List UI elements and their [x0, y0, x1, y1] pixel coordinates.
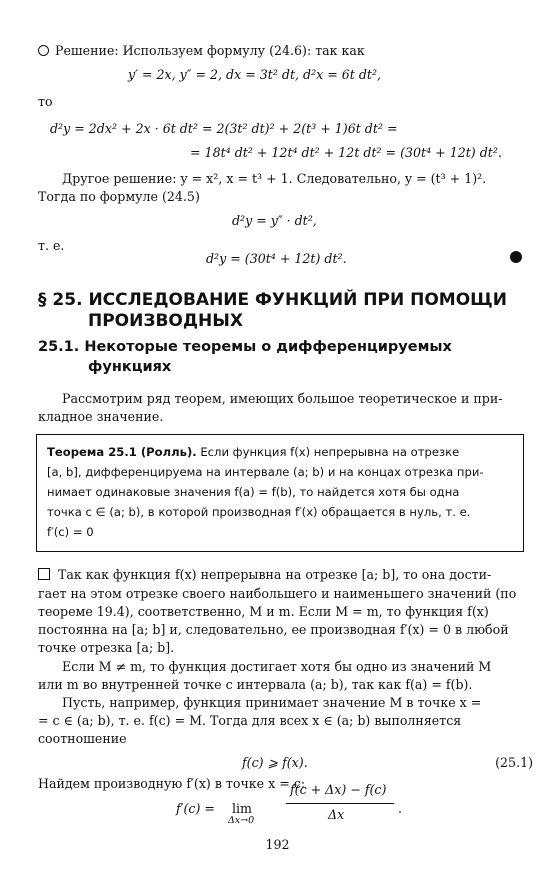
limit-lim: lim: [232, 801, 252, 816]
theorem-line2: [a, b], дифференцируема на интервале (a; b) и на концах отрезка при-: [47, 465, 484, 479]
proof-line10: соотношение: [38, 731, 127, 746]
word-to: то: [38, 94, 53, 109]
proof-line8: Пусть, например, функция принимает значение M в точке x =: [62, 695, 482, 710]
theorem-line1: Теорема 25.1 (Ролль). Если функция f(x) непрерывна на отрезке: [47, 445, 460, 459]
proof-line4: постоянна на [a; b] и, следовательно, ее производная f′(x) = 0 в любой: [38, 622, 509, 637]
d2y-result: d²y = (30t⁴ + 12t) dt².: [206, 251, 347, 266]
word-te: т. е.: [38, 238, 65, 253]
equation-number: (25.1): [495, 755, 533, 770]
intro-paragraph-line1: Рассмотрим ряд теорем, имеющих большое теоретическое и при-: [62, 391, 503, 406]
theorem-title: Теорема 25.1 (Ролль).: [47, 445, 197, 459]
proof-line6: Если M ≠ m, то функция достигает хотя бы одно из значений M: [62, 659, 492, 674]
inequality-25-1: f(c) ⩾ f(x).: [242, 755, 308, 770]
d2y-equation-line1: d²y = 2dx² + 2x · 6t dt² = 2(3t² dt)² + 2(t³ + 1)6t dt² =: [50, 121, 398, 136]
d2y-formula: d²y = y″ · dt²,: [232, 213, 317, 228]
limit-denominator: Δx: [328, 807, 345, 822]
proof-line1: Так как функция f(x) непрерывна на отрезке [a; b], то она дости-: [38, 566, 491, 583]
fraction-bar: [286, 803, 394, 804]
subsection-title-line2: функциях: [88, 359, 172, 375]
limit-numerator: f(c + Δx) − f(c): [290, 782, 387, 797]
theorem-line3: нимает одинаковые значения f(a) = f(b), то найдется хотя бы одна: [47, 485, 460, 499]
other-solution-line1: Другое решение: y = x², x = t³ + 1. Следовательно, y = (t³ + 1)².: [62, 171, 487, 186]
page-number: 192: [265, 837, 290, 852]
theorem-line5: f′(c) = 0: [47, 525, 94, 539]
limit-lhs: f′(c) =: [176, 801, 215, 816]
subsection-title-line1: 25.1. Некоторые теоремы о дифференцируемых: [38, 339, 452, 355]
proof-line3: теореме 19.4), соответственно, M и m. Если M = m, то функция f(x): [38, 604, 489, 619]
proof-line7: или m во внутренней точке c интервала (a; b), так как f(a) = f(b).: [38, 677, 473, 692]
open-circle-icon: [38, 45, 49, 56]
proof-line2: гает на этом отрезке своего наибольшего и наименьшего значений (по: [38, 586, 517, 601]
proof-line5: точке отрезка [a; b].: [38, 640, 175, 655]
limit-subscript: Δx→0: [228, 815, 255, 826]
d2y-equation-line2: = 18t⁴ dt² + 12t⁴ dt² + 12t dt² = (30t⁴ + 12t) dt².: [190, 145, 502, 160]
section-title-line1: § 25. ИССЛЕДОВАНИЕ ФУНКЦИЙ ПРИ ПОМОЩИ: [38, 290, 507, 310]
limit-period: .: [398, 801, 403, 816]
find-derivative-line: Найдем производную f′(x) в точке x = c:: [38, 776, 306, 791]
derivatives-line: y′ = 2x, y″ = 2, dx = 3t² dt, d²x = 6t dt²,: [128, 67, 382, 82]
other-solution-line2: Тогда по формуле (24.5): [38, 189, 200, 204]
intro-paragraph-line2: кладное значение.: [38, 409, 164, 424]
filled-circle-icon: [510, 251, 522, 263]
open-square-icon: [38, 568, 50, 580]
theorem-box: [36, 434, 524, 552]
solution-intro: Решение: Используем формулу (24.6): так как: [38, 42, 365, 59]
proof-line9: = c ∈ (a; b), т. е. f(c) = M. Тогда для всех x ∈ (a; b) выполняется: [38, 713, 462, 728]
theorem-line4: точка c ∈ (a; b), в которой производная f′(x) обращается в нуль, т. е.: [47, 505, 471, 519]
section-title-line2: ПРОИЗВОДНЫХ: [88, 311, 243, 331]
